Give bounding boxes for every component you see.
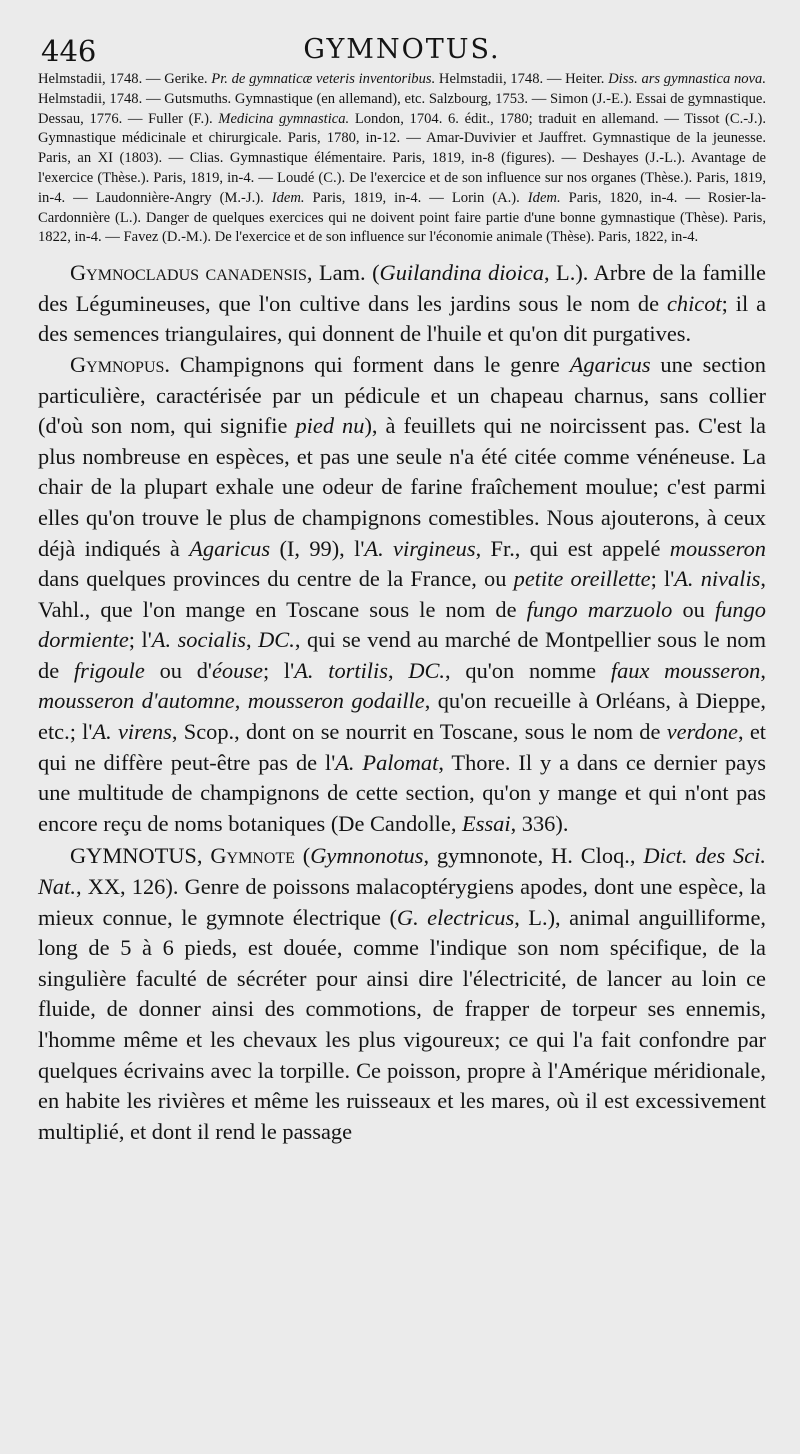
running-title: GYMNOTUS. xyxy=(303,34,501,65)
entry-gymnocladus: Gymnocladus canadensis, Lam. (Guilandina dioica, L.). Arbre de la famille des Légumineuses, que l'on cultive dans les jardins sous le nom de chicot; il a des semences triangulaires, qui donnent de l'huile et qu'on dit purgatives. xyxy=(38,260,767,347)
page-number: 446 xyxy=(41,34,97,68)
entry-gymnopus: Gymnopus. Champignons qui forment dans le genre Agaricus une section particulière, caractérisée par un pédicule et un chapeau charnus, sans collier (d'où son nom, qui signifie pied nu), à feuillets qui ne noircissent pas. C'est la plus nombreuse en espèces, et pas une seule n'a été citée comme vénéneuse. La chair de la plupart exhale une odeur de farine fraîchement moulue; c'est parmi elles qu'on trouve le plus de champignons comestibles. Nous ajouterons, à ceux déjà indiqués à Agaricus (I, 99), l'A. virgineus, Fr., qui est appelé mousseron dans quelques provinces du centre de la France, ou petite oreillette; l'A. nivalis, Vahl., que l'on mange en Toscane sous le nom de fungo marzuolo ou fungo dormiente; l'A. socialis, DC., qui se vend au marché de Montpellier sous le nom de frigoule ou d'éouse; l'A. tortilis, DC., qu'on nomme faux mousseron, mousseron d'automne, mousseron godaille, qu'on recueille à Orléans, à Dieppe, etc.; l'A. virens, Scop., dont on se nourrit en Toscane, sous le nom de verdone, et qui ne diffère peut-être pas de l'A. Palomat, Thore. Il y a dans ce dernier pays une multitude de champignons de cette section, qu'on y mange et qui n'ont pas encore reçu de noms botaniques (De Candolle, Essai, 336). xyxy=(38,351,767,836)
bibliography-block: Helmstadii, 1748. — Gerike. Pr. de gymnaticæ veteris inventoribus. Helmstadii, 1748. — Heiter. Diss. ars gymnastica nova. Helmstadii, 1748. — Gutsmuths. Gymnastique (en allemand), etc. Salzbourg, 1753. — Simon (J.-E.). Essai de gymnastique. Dessau, 1776. — Fuller (F.). Medicina gymnastica. London, 1704. 6. édit., 1780; traduit en allemand. — Tissot (C.-J.). Gymnastique médicinale et chirurgicale. Paris, 1780, in-12. — Amar-Duvivier et Jauffret. Gymnastique de la jeunesse. Paris, an XI (1803). — Clias. Gymnastique élémentaire. Paris, 1819, in-8 (figures). — Deshayes (J.-L.). Avantage de l'exercice (Thèse.). Paris, 1819, in-4. — Loudé (C.). De l'exercice et de son influence sur nos organes (Thèse.). Paris, 1819, in-4. — Laudonnière-Angry (M.-J.). Idem. Paris, 1819, in-4. — Lorin (A.). Idem. Paris, 1820, in-4. — Rosier-la-Cardonnière (L.). Danger de quelques exercices qui ne doivent point faire partie d'une bonne gymnastique (Thèse). Paris, 1822, in-4. — Favez (D.-M.). De l'exercice et de son influence sur l'économie animale (Thèse). Paris, 1822, in-4. xyxy=(38,71,766,246)
entry-headword: Gymnocladus canadensis xyxy=(70,260,307,286)
running-head xyxy=(38,30,766,70)
entry-gymnotus: GYMNOTUS, Gymnote (Gymnonotus, gymnonote, H. Cloq., Dict. des Sci. Nat., XX, 126). Genre de poissons malacoptérygiens apodes, dont une espèce, la mieux connue, le gymnote électrique (G. electricus, L.), animal anguilliforme, long de 5 à 6 pieds, est douée, comme l'indique son nom spécifique, de la singulière faculté de sécréter pour ainsi dire l'électricité, de lancer au loin ce fluide, de donner ainsi des commotions, de frapper de torpeur ses ennemis, l'homme même et les chevaux les plus vigoureux; ce qui l'a fait confondre par quelques écrivains avec la torpille. Ce poisson, propre à l'Amérique méridionale, en habite les rivières et même les ruisseaux et les mares, où il est excessivement multiplié, et dont il rend le passage xyxy=(38,843,766,1144)
entry-headword: Gymnopus xyxy=(70,351,165,377)
entry-headword: GYMNOTUS xyxy=(70,843,197,869)
